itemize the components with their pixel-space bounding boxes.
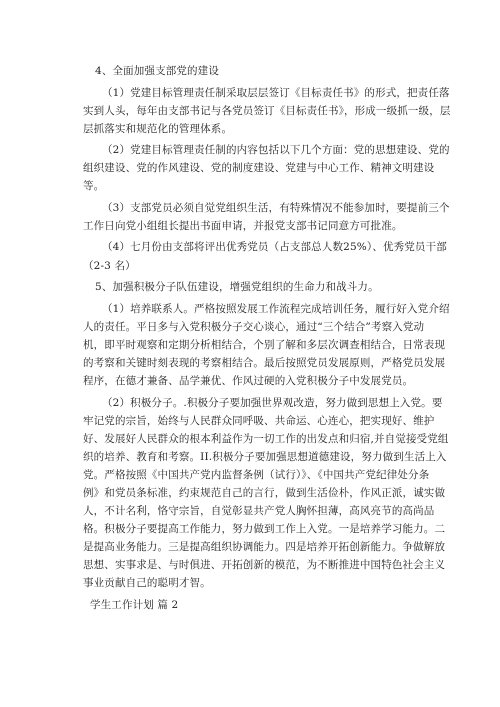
paragraph-line: （2）积极分子。.积极分子要加强世界观改造，努力做到思想上入党。要	[102, 397, 443, 409]
paragraph-line: 是提高业务能力。三是提高组织协调能力。四是培养开拓创新能力。争做解放	[83, 541, 446, 553]
paragraph-line: 事业贡献自己的聪明才智。	[83, 577, 211, 589]
paragraph-line: 等。	[83, 180, 105, 192]
section-heading: 4、全面加强支部党的建设	[95, 65, 219, 77]
paragraph-line: 思想、实事求是、与时俱进、开拓创新的模范，为不断推进中国特色社会主义	[83, 559, 446, 571]
paragraph-line: （2）党建目标管理责任制的内容包括以下几个方面：党的思想建设、党的	[102, 144, 450, 156]
paragraph-line: （3）支部党员必须自觉党组织生活，有特殊情况不能参加时，要提前三个	[102, 202, 450, 214]
paragraph-line: 层抓落实和规范化的管理体系。	[83, 123, 233, 135]
paragraph-line: 实到人头，每年由支部书记与各党员签订《目标责任书》，形成一级抓一级，层	[83, 105, 451, 117]
paragraph-line: 党。严格按照《中国共产党内监督条例（试行）》、《中国共产党纪律处分条	[83, 469, 430, 481]
paragraph-line: 牢记党的宗旨，始终与人民群众同呼吸、共命运、心连心，把实现好、维护	[83, 415, 435, 427]
paragraph-line: （1）党建目标管理责任制采取层层签订《目标责任书》的形式，把责任落	[102, 87, 450, 99]
paragraph-line: 人的责任。平日多与入党积极分子交心谈心，通过“三个结合”考察入党动	[83, 321, 425, 333]
paragraph-line: 工作日向党小组组长提出书面申请，并报党支部书记同意方可批准。	[83, 220, 403, 232]
paragraph-line: 格。积极分子要提高工作能力，努力做到工作上入党。一是培养学习能力。二	[83, 523, 446, 535]
paragraph-line: 组织建设、党的作风建设、党的制度建设、党建与中心工作、精神文明建设	[83, 162, 435, 174]
paragraph-line: 机，即平时观察和定期分析相结合，个别了解和多层次调查相结合，日常表现	[83, 339, 446, 351]
paragraph-line: 的考察和关键时刻表现的考察相结合。最后按照党员发展原则，严格党员发展	[83, 357, 446, 369]
paragraph-line: （4）七月份由支部将评出优秀党员（占支部总人数25%）、优秀党员干部	[102, 241, 447, 253]
paragraph-line: 好、发展好人民群众的根本利益作为一切工作的出发点和归宿,并自觉接受党组	[83, 433, 449, 445]
paragraph-line: 人，不计名利，恪守宗旨，自觉彰显共产党人胸怀担薄，高风亮节的高尚品	[83, 505, 435, 517]
paragraph-line: （2-3 名）	[83, 260, 136, 272]
paragraph-line: （1）培养联系人。严格按照发展工作流程完成培训任务，履行好入党介绍	[102, 303, 450, 315]
section-heading: 5、加强积极分子队伍建设，增强党组织的生命力和战斗力。	[95, 281, 379, 293]
paragraph-line: 织的培养、教育和考察。II.积极分子要加强思想道德建设，努力做到生活上入	[83, 451, 447, 463]
next-section-title: 学生工作计划 篇 2	[90, 599, 179, 611]
paragraph-line: 例》和党员条标准，约束规范自己的言行，做到生活俭朴，作风正派，诚实做	[83, 487, 446, 499]
paragraph-line: 程序，在德才兼备、品学兼优、作风过硬的入党积极分子中发展党员。	[83, 375, 414, 387]
